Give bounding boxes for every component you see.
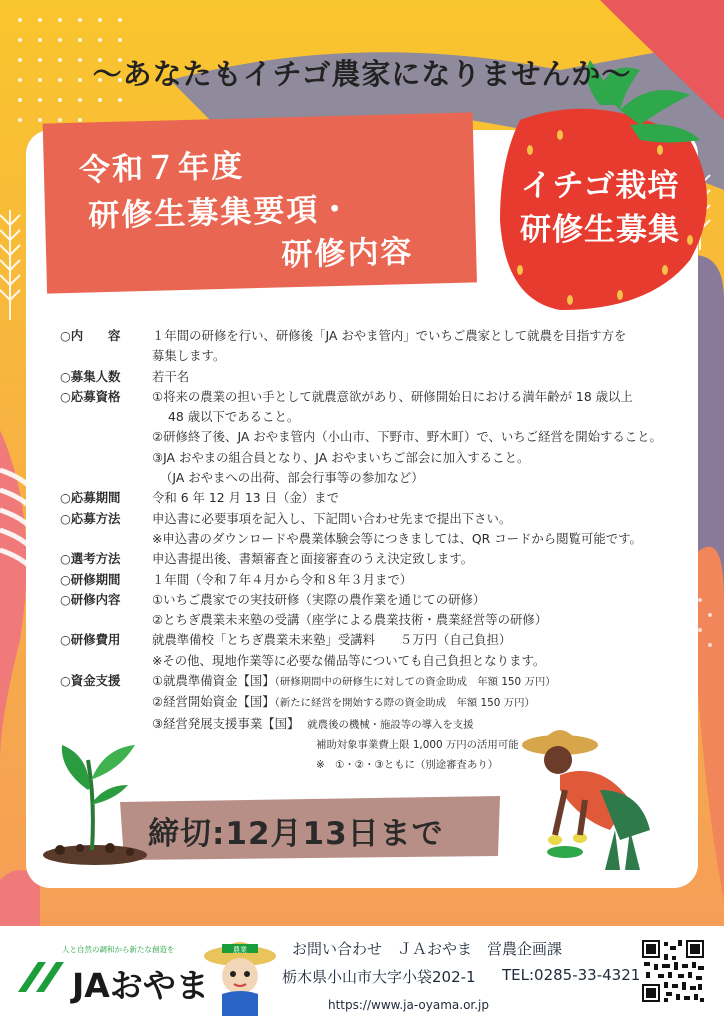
ja-logo-icon (16, 960, 72, 994)
footer (0, 926, 724, 1024)
qualification-3-cont: （JA おやまへの出荷、部会行事等の参加など） (160, 470, 424, 486)
method-note: ※申込書のダウンロードや農業体験会等につきましては、QR コードから閲覧可能です。 (152, 530, 642, 546)
qualification-label: ○応募資格 (60, 388, 121, 404)
logo-text (72, 960, 209, 1007)
fund-note: ※ ①・②・③ともに（別途審査あり） (316, 759, 499, 772)
title-box (38, 104, 473, 295)
qualification-1-cont: 48 歳以下であること。 (168, 409, 300, 425)
cost-label: ○研修費用 (60, 632, 121, 648)
phone-number: TEL:0285-33-4321 (502, 966, 641, 984)
cost-value: 就農準備校「とちぎ農業未来塾」受講料 ５万円（自己負担） (152, 632, 512, 648)
training-content-1: ①いちご農家での実技研修（実際の農作業を通じての研修） (152, 591, 486, 607)
selection-row (60, 549, 680, 569)
selection-label: ○選考方法 (60, 551, 121, 567)
logo-name: おやま (109, 966, 209, 1005)
fund-3-desc: 就農後の機械・施設等の導入を支援 (307, 718, 474, 731)
content-row (60, 326, 680, 346)
fund-1-desc: （研修期間中の研修生に対しての資金助成 年額 150 万円） (274, 676, 556, 689)
content-label: ○内 容 (60, 328, 121, 343)
mascot-hat-text: 農業 (233, 946, 247, 954)
method-value: 申込書に必要事項を記入し、下記問い合わせ先まで提出下さい。 (152, 510, 512, 526)
contact-line: お問い合わせ ＪＡおやま 営農企画課 (292, 940, 563, 958)
fund-3-name: ③経営発展支援事業【国】 (152, 715, 300, 731)
number-row (60, 367, 680, 387)
strawberry-text-2: 研修生募集 (520, 212, 680, 248)
qualification-row (60, 387, 680, 407)
method-label: ○応募方法 (60, 510, 121, 526)
title-line-2: 研修生募集要項・ (87, 191, 353, 235)
address: 栃木県小山市大字小袋202-1 (282, 968, 476, 986)
fund-2-name: ②経営開始資金【国】 (152, 694, 275, 710)
number-label: ○募集人数 (60, 368, 121, 384)
training-period-row (60, 570, 680, 590)
website-link[interactable]: https://www.ja-oyama.or.jp (328, 998, 490, 1012)
qr-code-icon[interactable] (640, 938, 706, 1004)
training-content-2: ②とちぎ農業未来塾の受講（座学による農業技術・農業経営等の研修） (152, 612, 548, 628)
strawberry-text-1: イチゴ栽培 (520, 168, 680, 204)
cost-row (60, 630, 680, 650)
training-content-row (60, 590, 680, 610)
content-value: １年間の研修を行い、研修後「JA おやま管内」でいちご農家として就農を目指す方を (152, 328, 627, 343)
headline: 〜あなたもイチゴ農家になりませんか〜 (92, 57, 632, 91)
mascot-icon (200, 928, 280, 1018)
title-line-3: 研修内容 (280, 233, 414, 274)
logo-ja: JA (72, 966, 110, 1005)
content-value-cont: 募集します。 (152, 348, 226, 364)
training-period-label: ○研修期間 (60, 571, 121, 587)
fund-1-name: ①就農準備資金【国】 (152, 673, 275, 689)
period-label: ○応募期間 (60, 490, 121, 506)
cost-note: ※その他、現地作業等に必要な備品等についても自己負担となります。 (152, 652, 546, 668)
qualification-2: ②研修終了後、JA おやま管内（小山市、下野市、野木町）で、いちご経営を開始すること。 (152, 429, 662, 445)
method-row (60, 509, 680, 529)
number-value: 若干名 (152, 368, 190, 384)
fund-2-desc: （新たに経営を開始する際の資金助成 年額 150 万円） (274, 697, 535, 710)
qualification-3: ③JA おやまの組合員となり、JA おやまいちご部会に加入すること。 (152, 449, 530, 465)
slogan: 人と自然の調和から新たな創造を (62, 945, 175, 954)
period-row (60, 488, 680, 508)
selection-value: 申込書提出後、書類審査と面接審査のうえ決定致します。 (152, 551, 474, 567)
fund-label: ○資金支援 (60, 673, 121, 689)
period-value: 令和 6 年 12 月 13 日（金）まで (152, 490, 339, 506)
training-content-label: ○研修内容 (60, 591, 121, 607)
recruitment-details (60, 326, 680, 776)
fund-3-limit: 補助対象事業費上限 1,000 万円の活用可能 (316, 738, 519, 751)
deadline-banner: 締切:12月13日まで (148, 816, 444, 852)
training-period-value: １年間（令和７年４月から令和８年３月まで） (152, 571, 413, 587)
title-line-1: 令和７年度 (78, 148, 245, 189)
fund-row (60, 671, 680, 692)
qualification-1: ①将来の農業の担い手として就農意欲があり、研修開始日における満年齢が 18 歳以上 (152, 388, 633, 404)
